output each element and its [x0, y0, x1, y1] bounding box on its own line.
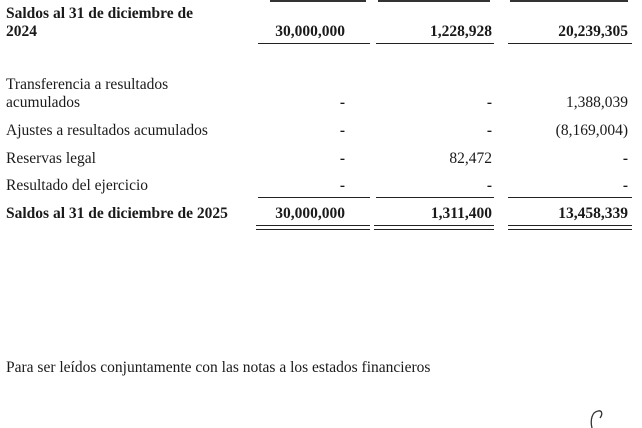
- movement-label: Reservas legal: [6, 150, 96, 167]
- movement-label: Ajustes a resultados acumulados: [6, 122, 208, 139]
- closing-balance-capital: 30,000,000: [275, 205, 345, 222]
- movement-value-retained: 1,388,039: [566, 94, 628, 111]
- movement-label-line2: acumulados: [6, 94, 81, 111]
- subtotal-line-col2: [376, 197, 494, 198]
- opening-balance-capital: 30,000,000: [275, 23, 345, 40]
- double-underline-col2: [374, 225, 494, 230]
- movement-value-capital: -: [339, 122, 345, 139]
- movement-value-retained: -: [622, 177, 628, 194]
- subtotal-line-col3: [508, 197, 632, 198]
- top-rule-col2: [378, 0, 490, 2]
- closing-balance-label: Saldos al 31 de diciembre de 2025: [6, 205, 228, 222]
- movement-value-capital: -: [339, 94, 345, 111]
- movement-value-reserve: -: [486, 177, 492, 194]
- double-underline-col1: [256, 225, 370, 230]
- opening-underline-col3: [508, 43, 632, 44]
- movement-label-line1: Transferencia a resultados: [6, 76, 169, 93]
- closing-balance-reserve: 1,311,400: [430, 205, 492, 222]
- footer-note: Para ser leídos conjuntamente con las notas a los estados financieros: [6, 359, 431, 376]
- opening-balance-retained: 20,239,305: [558, 23, 628, 40]
- opening-balance-label-line2: 2024: [6, 23, 37, 40]
- top-rule-col3: [510, 0, 628, 2]
- movement-value-capital: -: [339, 177, 345, 194]
- movement-value-reserve: -: [486, 122, 492, 139]
- double-underline-col3: [508, 225, 632, 230]
- movement-label: Resultado del ejercicio: [6, 177, 149, 194]
- closing-balance-retained: 13,458,339: [558, 205, 628, 222]
- top-rule-col1: [270, 0, 366, 2]
- signature-mark: [586, 410, 626, 428]
- movement-value-retained: (8,169,004): [555, 122, 628, 139]
- movement-value-capital: -: [339, 150, 345, 167]
- opening-balance-label-line1: Saldos al 31 de diciembre de: [6, 5, 194, 22]
- movement-value-retained: -: [622, 150, 628, 167]
- opening-underline-col2: [376, 43, 494, 44]
- opening-underline-col1: [258, 43, 370, 44]
- movement-value-reserve: 82,472: [449, 150, 492, 167]
- movement-value-reserve: -: [486, 94, 492, 111]
- opening-balance-reserve: 1,228,928: [430, 23, 492, 40]
- subtotal-line-col1: [258, 197, 370, 198]
